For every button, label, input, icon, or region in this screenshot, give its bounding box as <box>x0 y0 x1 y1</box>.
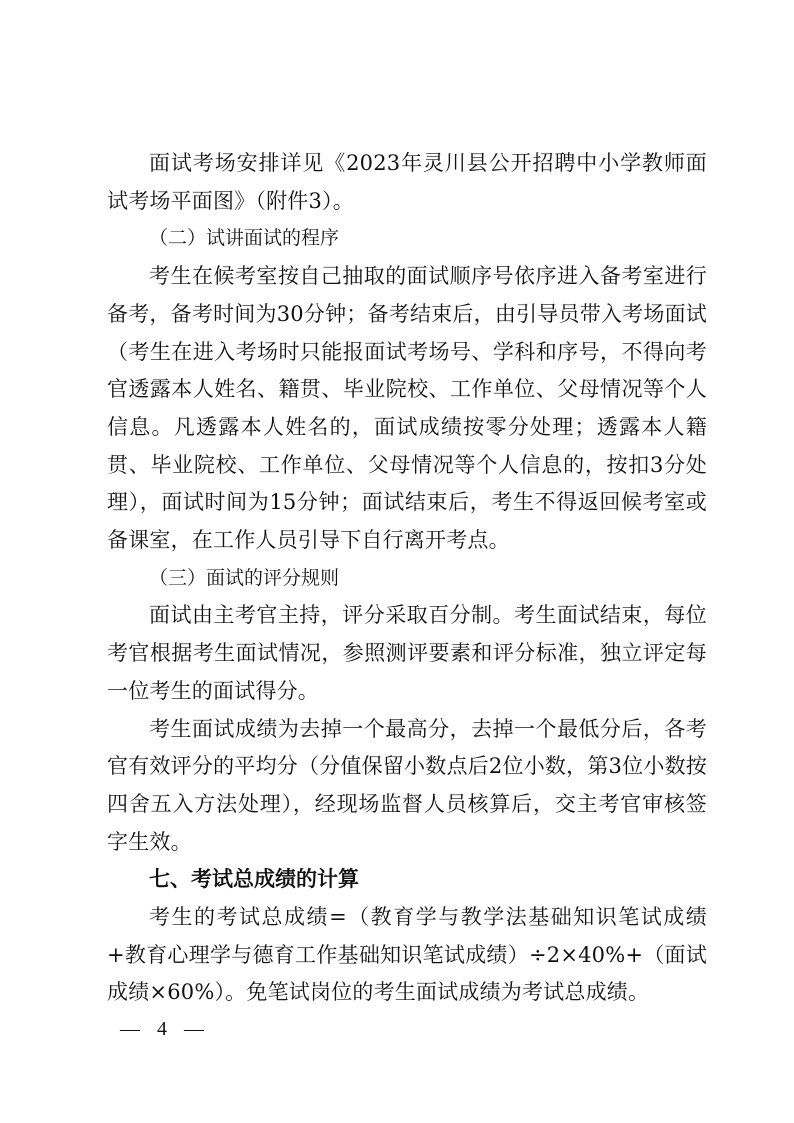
paragraph-venue-arrangement: 面试考场安排详见《2023年灵川县公开招聘中小学教师面试考场平面图》（附件3）。 <box>107 151 707 213</box>
section-title-total-score: 七、考试总成绩的计算 <box>149 867 359 892</box>
paragraph-scoring-rules: 面试由主考官主持，评分采取百分制。考生面试结束，每位考官根据考生面试情况，参照测评要素和评分标准，独立评定每一位考生的面试得分。 <box>107 603 707 703</box>
subheading-scoring-rules: （三）面试的评分规则 <box>149 566 340 589</box>
paragraph-interview-procedure: 考生在候考室按自己抽取的面试顺序号依序进入备考室进行备考，备考时间为30分钟；备考结束后，由引导员带入考场面试（考生在进入考场时只能报面试考场号、学科和序号，不得向考官透露本人姓名、籍贯、毕业院校、工作单位、父母情况等个人信息。凡透露本人姓名的，面试成绩按零分处理；透露本人籍贯、毕业院校、工作单位、父母情况等个人信息的，按扣3分处理），面试时间为15分钟；面试结束后，考生不得返回候考室或备课室，在工作人员引导下自行离开考点。 <box>107 264 707 553</box>
page-number: — 4 — <box>120 1018 210 1040</box>
paragraph-score-calculation: 考生面试成绩为去掉一个最高分，去掉一个最低分后，各考官有效评分的平均分（分值保留小数点后2位小数，第3位小数按四舍五入方法处理），经现场监督人员核算后，交主考官审核签字生效。 <box>107 716 707 854</box>
subheading-interview-procedure: （二）试讲面试的程序 <box>149 227 340 250</box>
document-body <box>107 145 707 1012</box>
paragraph-total-score-formula: 考生的考试总成绩=（教育学与教学法基础知识笔试成绩+教育心理学与德育工作基础知识笔试成绩）÷2×40%+（面试成绩×60%）。免笔试岗位的考生面试成绩为考试总成绩。 <box>107 905 707 1005</box>
